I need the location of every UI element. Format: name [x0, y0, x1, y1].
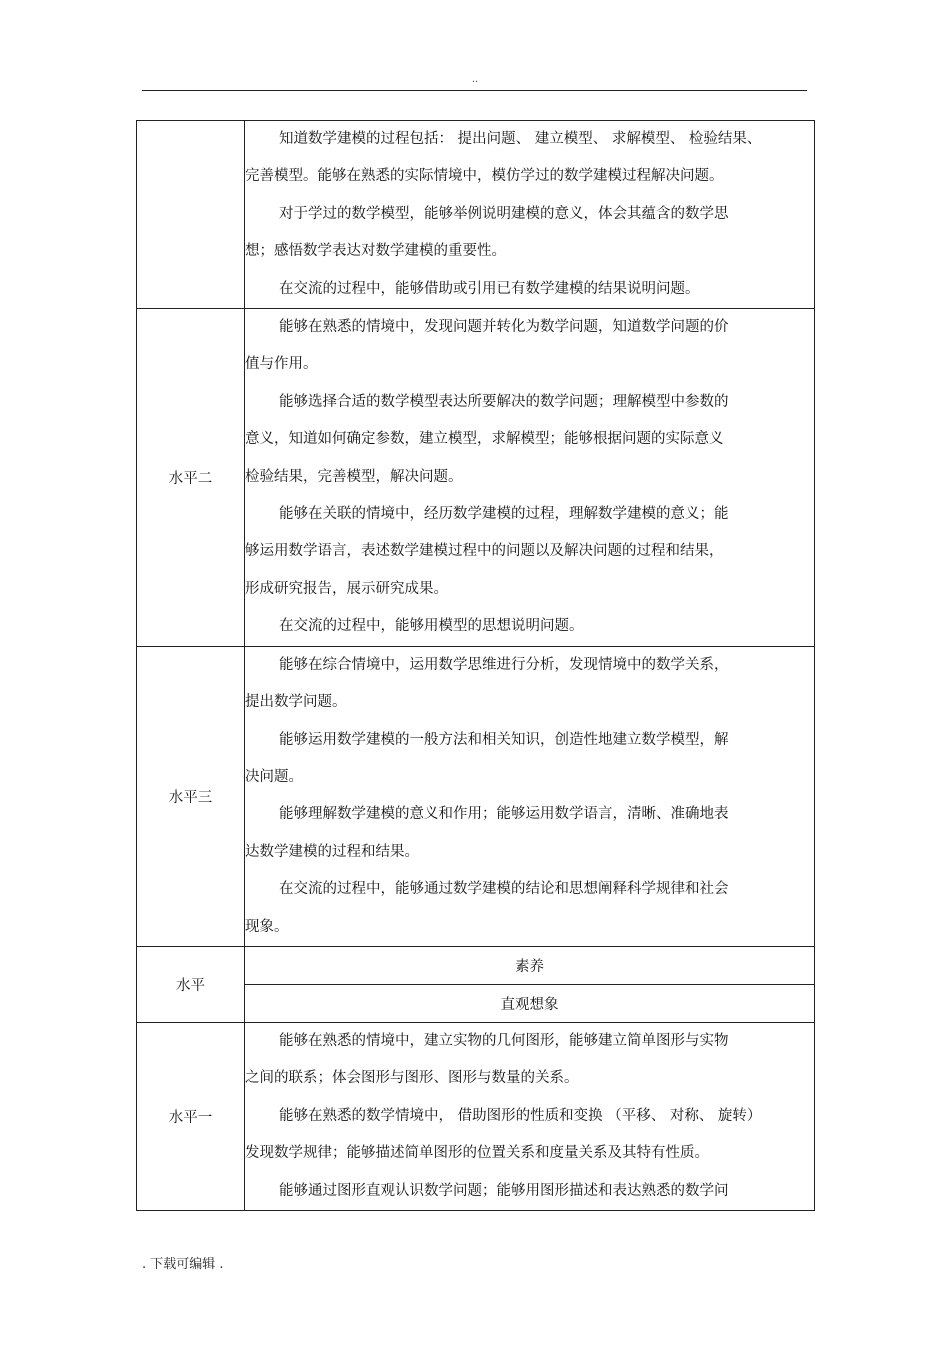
table-row	[137, 1022, 815, 1210]
literacy-column-header: 素养	[245, 946, 815, 984]
paragraph-line: 完善模型。能够在熟悉的实际情境中，模仿学过的数学建模过程解决问题。	[245, 168, 724, 185]
paragraph-line: 在交流的过程中，能够用模型的思想说明问题。	[279, 618, 584, 635]
paragraph-line: 在交流的过程中，能够借助或引用已有数学建模的结果说明问题。	[279, 280, 700, 297]
page-header-mark: ..	[471, 74, 479, 85]
paragraph-line: 在交流的过程中，能够通过数学建模的结论和思想阐释科学规律和社会	[279, 881, 729, 898]
paragraph-line: 能够在综合情境中，运用数学思维进行分析，发现情境中的数学关系，	[279, 656, 729, 673]
paragraph-line: 之间的联系；体会图形与图形、图形与数量的关系。	[245, 1070, 579, 1087]
paragraph-line: 检验结果，完善模型，解决问题。	[245, 468, 463, 485]
table-row	[137, 646, 815, 946]
paragraph-line: 决问题。	[245, 768, 303, 785]
level-label: 水平三	[137, 646, 245, 946]
paragraph-line: 能够通过图形直观认识数学问题；能够用图形描述和表达熟悉的数学问	[279, 1182, 729, 1199]
level-label	[137, 121, 245, 309]
paragraph-line: 能够选择合适的数学模型表达所要解决的数学问题；理解模型中参数的	[279, 393, 729, 410]
level-description	[245, 309, 815, 647]
table-row	[137, 309, 815, 647]
paragraph-line: 能够运用数学建模的一般方法和相关知识，创造性地建立数学模型，解	[279, 731, 729, 748]
paragraph-line: 能够在熟悉的情境中，建立实物的几何图形，能够建立简单图形与实物	[279, 1032, 729, 1049]
paragraph-line: 能够在熟悉的情境中，发现问题并转化为数学问题，知道数学问题的价	[279, 319, 729, 336]
level-label: 水平二	[137, 309, 245, 647]
paragraph-line: 意义，知道如何确定参数，建立模型，求解模型；能够根据问题的实际意义	[245, 431, 724, 448]
paragraph-line: 值与作用。	[245, 356, 318, 373]
level-description	[245, 1022, 815, 1210]
literacy-level-table	[136, 120, 815, 1211]
level-description	[245, 646, 815, 946]
paragraph-line: 提出数学问题。	[245, 694, 347, 711]
paragraph-line: 知道数学建模的过程包括： 提出问题、 建立模型、 求解模型、 检验结果、	[279, 131, 762, 147]
level-label: 水平一	[137, 1022, 245, 1210]
paragraph-line: 能够理解数学建模的意义和作用；能够运用数学语言，清晰、准确地表	[279, 806, 729, 823]
paragraph-line: 能够在熟悉的数学情境中， 借助图形的性质和变换 （平移、 对称、 旋转）	[279, 1107, 762, 1124]
literacy-name: 直观想象	[245, 984, 815, 1022]
paragraph-line: 发现数学规律；能够描述简单图形的位置关系和度量关系及其特有性质。	[245, 1145, 709, 1162]
paragraph-line: 现象。	[245, 918, 289, 935]
table-header-row	[137, 946, 815, 984]
paragraph-line: 对于学过的数学模型，能够举例说明建模的意义，体会其蕴含的数学思	[279, 205, 729, 222]
header-rule	[142, 90, 807, 91]
paragraph-line: 够运用数学语言，表述数学建模过程中的问题以及解决问题的过程和结果，	[245, 543, 724, 560]
level-column-header: 水平	[137, 946, 245, 1022]
paragraph-line: 达数学建模的过程和结果。	[245, 843, 419, 860]
level-description	[245, 121, 815, 309]
table-row	[137, 121, 815, 309]
paragraph-line: 能够在关联的情境中，经历数学建模的过程，理解数学建模的意义；能	[279, 506, 729, 523]
paragraph-line: 形成研究报告，展示研究成果。	[245, 580, 448, 597]
page-footer: . 下载可编辑 .	[142, 1257, 224, 1272]
paragraph-line: 想；感悟数学表达对数学建模的重要性。	[245, 243, 506, 260]
